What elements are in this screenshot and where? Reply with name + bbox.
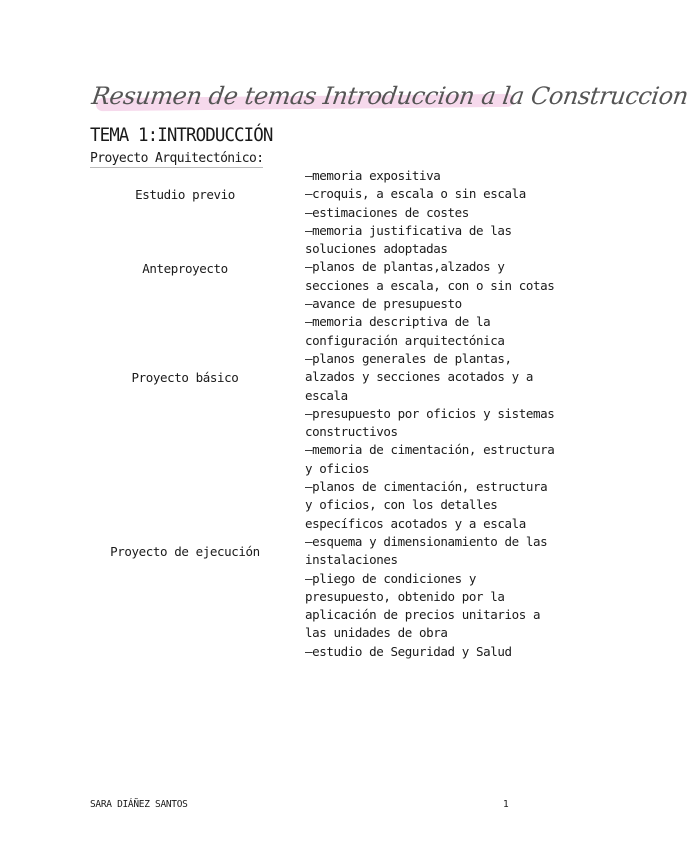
handwritten-title: Resumen de temas Introduccion a la Construccion — [90, 82, 690, 110]
deliverables-list — [305, 167, 555, 661]
list-item: –estimaciones de costes — [305, 204, 469, 220]
page-number: 1 — [503, 799, 509, 810]
list-item: –planos generales de plantas, alzados y secciones acotados y a escala — [305, 350, 534, 403]
tema-title: TEMA 1:INTRODUCCIÓN — [90, 124, 273, 146]
stage-label-proyecto-basico: Proyecto básico — [131, 370, 239, 385]
list-item: –memoria expositiva — [305, 168, 441, 183]
footer-author: SARA DIÁÑEZ SANTOS — [90, 799, 188, 810]
section-subtitle: Proyecto Arquitectónico: — [90, 151, 264, 166]
list-item: –croquis, a escala o sin escala — [305, 186, 526, 202]
list-item: –presupuesto por oficios y sistemas constructivos — [305, 405, 555, 440]
list-item: –memoria justificativa de las soluciones adoptadas — [305, 222, 512, 257]
list-item: –estudio de Seguridad y Salud — [305, 643, 512, 659]
stage-label-anteproyecto: Anteproyecto — [142, 261, 228, 276]
list-item: –memoria de cimentación, estructura y oficios — [305, 442, 555, 476]
list-item: –planos de plantas,alzados y secciones a escala, con o sin cotas — [305, 259, 555, 293]
list-item: –esquema y dimensionamiento de las instalaciones — [305, 533, 548, 568]
stage-label-proyecto-ejecucion: Proyecto de ejecución — [110, 544, 260, 559]
list-item: –pliego de condiciones y presupuesto, obtenido por la aplicación de precios unitarios a las unidades de obra — [305, 570, 541, 641]
list-item: –memoria descriptiva de la configuración arquitectónica — [305, 314, 505, 348]
document-header-title — [90, 82, 690, 118]
list-item: –planos de cimentación, estructura y oficios, con los detalles específicos acotados y a escala — [305, 479, 548, 531]
list-item: –avance de presupuesto — [305, 296, 462, 312]
stage-label-estudio-previo: Estudio previo — [135, 187, 235, 202]
